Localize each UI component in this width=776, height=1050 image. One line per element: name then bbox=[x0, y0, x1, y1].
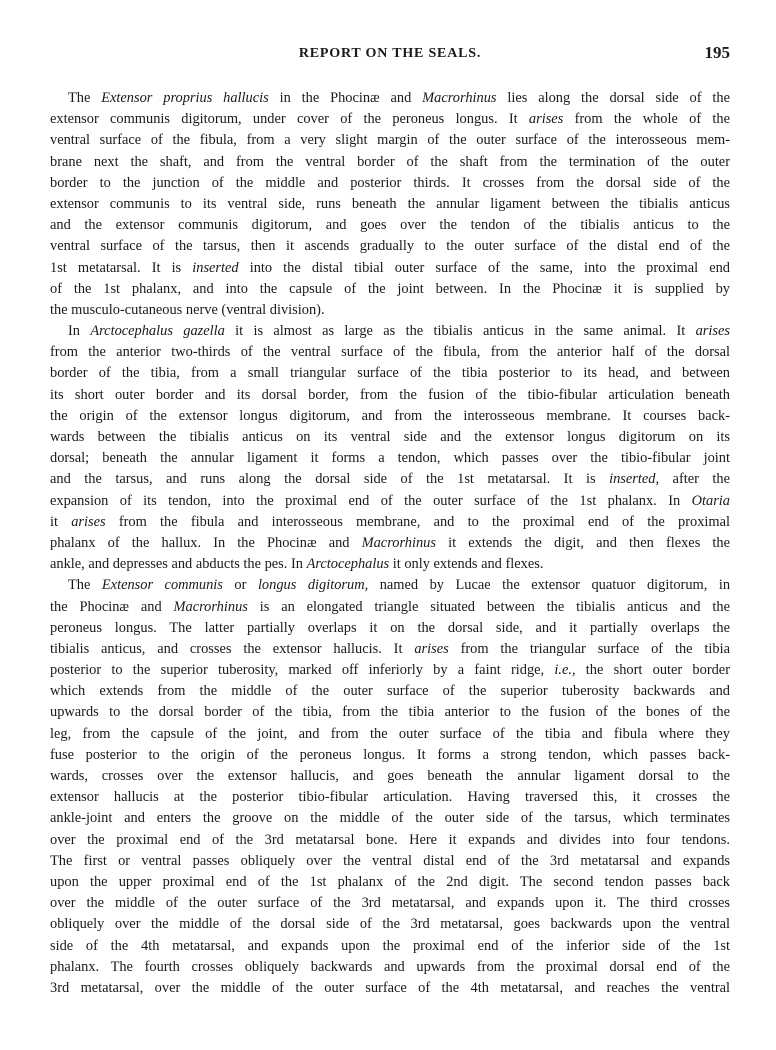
text-segment: The first or ventral passes obliquely over the ventral distal end of the 3rd metatarsal and expands bbox=[50, 852, 730, 869]
italic-text: arises bbox=[71, 513, 106, 530]
text-segment: 3rd metatarsal, over the middle of the outer surface of the 4th metatarsal, and reaches the ventral bbox=[50, 979, 730, 996]
italic-text: Macrorhinus bbox=[173, 598, 248, 615]
text-segment: phalanx. The fourth crosses obliquely backwards and upwards from the proximal dorsal end of the bbox=[50, 958, 730, 975]
text-segment: wards between the tibialis anticus on its ventral side and the extensor longus digitorum on its bbox=[50, 429, 730, 445]
text-segment: it extends the digit, and then flexes the bbox=[435, 534, 731, 551]
text-line bbox=[50, 936, 730, 957]
text-segment: In bbox=[68, 323, 91, 340]
italic-text: inserted bbox=[192, 259, 239, 276]
text-segment: from the fibula and interosseous membrane, and to the proximal end of the proximal bbox=[105, 513, 730, 530]
text-line bbox=[50, 300, 730, 321]
text-line bbox=[50, 660, 730, 681]
body-text bbox=[50, 88, 730, 999]
text-segment: from the whole of the bbox=[563, 111, 730, 128]
italic-text: Macrorhinus bbox=[361, 534, 436, 551]
text-line bbox=[50, 321, 730, 342]
text-line bbox=[50, 808, 730, 829]
text-line bbox=[50, 745, 730, 766]
text-line bbox=[50, 702, 730, 723]
text-segment: lies along the dorsal side of the bbox=[496, 90, 730, 106]
document-page bbox=[50, 40, 730, 999]
text-line bbox=[50, 342, 730, 363]
text-line bbox=[50, 491, 730, 512]
text-segment: upwards to the dorsal border of the tibia, from the tibia anterior to the fusion of the bones of the bbox=[50, 704, 730, 721]
text-line bbox=[50, 766, 730, 787]
text-segment: wards, crosses over the extensor hallucis, and goes beneath the annular ligament dorsal to the bbox=[50, 768, 730, 784]
text-line bbox=[50, 533, 730, 554]
italic-text: Extensor proprius hallucis bbox=[101, 90, 269, 106]
text-segment: extensor hallucis at the posterior tibio-fibular articulation. Having traversed this, it crosses the bbox=[50, 789, 730, 806]
text-line bbox=[50, 215, 730, 236]
text-segment: is an elongated triangle situated between the tibialis anticus and the bbox=[247, 598, 730, 615]
italic-text: Arctocephalus gazella bbox=[90, 323, 225, 340]
text-line bbox=[50, 724, 730, 745]
text-segment: over the proximal end of the 3rd metatarsal bone. Here it expands and divides into four tendons. bbox=[50, 831, 730, 848]
text-segment: 1st metatarsal. It is bbox=[50, 259, 193, 276]
text-line bbox=[50, 88, 730, 109]
text-line bbox=[50, 872, 730, 893]
text-line bbox=[50, 363, 730, 384]
text-segment: fuse posterior to the origin of the peroneus longus. It forms a strong tendon, which passes back- bbox=[50, 746, 730, 763]
text-segment: over the middle of the outer surface of the 3rd metatarsal, and expands upon it. The third crosses bbox=[50, 895, 730, 912]
text-segment: peroneus longus. The latter partially overlaps it on the dorsal side, and it partially overlaps the bbox=[50, 619, 730, 636]
italic-text: Extensor communis bbox=[101, 577, 223, 594]
text-segment: or bbox=[222, 577, 258, 594]
text-segment: posterior to the superior tuberosity, marked off inferiorly by a faint ridge, bbox=[50, 662, 555, 679]
text-line bbox=[50, 109, 730, 130]
text-segment: leg, from the capsule of the joint, and from the outer surface of the tibia and fibula where they bbox=[50, 725, 730, 742]
text-line bbox=[50, 385, 730, 406]
italic-text: Otaria bbox=[691, 492, 730, 509]
text-segment: extensor communis to its ventral side, runs beneath the annular ligament between the tibialis anticus bbox=[50, 195, 730, 212]
text-segment: ventral surface of the fibula, from a very slight margin of the outer surface of the interosseous mem- bbox=[50, 132, 730, 149]
italic-text: arises bbox=[414, 640, 449, 657]
text-line bbox=[50, 427, 730, 448]
text-line bbox=[50, 194, 730, 215]
text-segment: brane next the shaft, and from the ventral border of the shaft from the termination of the outer bbox=[50, 153, 730, 170]
text-segment: border to the junction of the middle and posterior thirds. It crosses from the dorsal side of the bbox=[50, 174, 730, 191]
text-line bbox=[50, 787, 730, 808]
text-segment: and the extensor communis digitorum, and goes over the tendon of the tibialis anticus to the bbox=[50, 217, 730, 234]
text-line bbox=[50, 236, 730, 257]
page-header bbox=[50, 40, 730, 68]
text-line bbox=[50, 893, 730, 914]
text-segment: and the tarsus, and runs along the dorsal side of the 1st metatarsal. It is bbox=[50, 471, 610, 488]
text-segment: dorsal; beneath the annular ligament it forms a tendon, which passes over the tibio-fibular joint bbox=[50, 450, 730, 467]
text-line bbox=[50, 681, 730, 702]
text-line bbox=[50, 978, 730, 999]
text-segment: it bbox=[50, 513, 72, 530]
text-segment: from the anterior two-thirds of the ventral surface of the fibula, from the anterior half of the dorsal bbox=[50, 344, 730, 361]
text-line bbox=[50, 914, 730, 935]
text-line bbox=[50, 512, 730, 533]
text-line bbox=[50, 618, 730, 639]
text-segment: into the distal tibial outer surface of the same, into the proximal end bbox=[238, 259, 730, 276]
text-segment: tibialis anticus, and crosses the extensor hallucis. It bbox=[50, 640, 415, 657]
text-segment: the Phocinæ and bbox=[50, 598, 174, 615]
text-segment: extensor communis digitorum, under cover of the peroneus longus. It bbox=[50, 111, 529, 128]
text-segment: from the triangular surface of the tibia bbox=[448, 640, 730, 657]
text-segment: named by Lucae the extensor quatuor digitorum, in bbox=[368, 577, 731, 594]
text-segment: it only extends and flexes. bbox=[389, 556, 544, 573]
text-segment: ankle-joint and enters the groove on the middle of the outer side of the tarsus, which terminates bbox=[50, 810, 730, 827]
text-line bbox=[50, 851, 730, 872]
text-line bbox=[50, 279, 730, 300]
page-number: 195 bbox=[704, 43, 730, 62]
italic-text: Macrorhinus bbox=[422, 90, 497, 106]
text-segment: phalanx of the hallux. In the Phocinæ and bbox=[50, 534, 362, 551]
text-line bbox=[50, 554, 730, 575]
italic-text: i.e., bbox=[554, 662, 576, 679]
italic-text: inserted, bbox=[609, 471, 660, 488]
italic-text: Arctocephalus bbox=[306, 556, 390, 573]
text-segment: side of the 4th metatarsal, and expands upon the proximal end of the inferior side of the 1st bbox=[50, 937, 730, 954]
italic-text: arises bbox=[528, 111, 564, 128]
text-segment: which extends from the middle of the outer surface of the superior tuberosity backwards and bbox=[50, 683, 730, 700]
text-line bbox=[50, 448, 730, 469]
text-line bbox=[50, 597, 730, 618]
text-line bbox=[50, 957, 730, 978]
text-line bbox=[50, 406, 730, 427]
text-segment: of the 1st phalanx, and into the capsule of the joint between. In the Phocinæ it is supplied by bbox=[50, 280, 730, 297]
text-line bbox=[50, 258, 730, 279]
text-line bbox=[50, 575, 730, 596]
text-line bbox=[50, 639, 730, 660]
text-line bbox=[50, 830, 730, 851]
text-segment: upon the upper proximal end of the 1st phalanx of the 2nd digit. The second tendon passes back bbox=[50, 873, 730, 890]
text-segment: it is almost as large as the tibialis anticus in the same animal. It bbox=[224, 323, 696, 340]
text-segment: in the Phocinæ and bbox=[268, 90, 423, 106]
text-segment: border of the tibia, from a small triangular surface of the tibia posterior to its head, and between bbox=[50, 365, 730, 382]
italic-text: arises bbox=[695, 323, 730, 340]
text-line bbox=[50, 130, 730, 151]
text-segment: after the bbox=[659, 471, 730, 488]
text-segment: obliquely over the middle of the dorsal side of the 3rd metatarsal, goes backwards upon the ventral bbox=[50, 916, 730, 933]
italic-text: longus digitorum, bbox=[257, 577, 369, 594]
text-segment: ankle, and depresses and abducts the pes. In bbox=[50, 556, 307, 573]
text-line bbox=[50, 173, 730, 194]
text-segment: its short outer border and its dorsal border, from the fusion of the tibio-fibular articulation beneath bbox=[50, 386, 730, 403]
text-segment: The bbox=[68, 577, 102, 594]
text-segment: the musculo-cutaneous nerve (ventral division). bbox=[50, 301, 325, 318]
text-segment: The bbox=[68, 90, 102, 106]
text-segment: the origin of the extensor longus digitorum, and from the interosseous membrane. It courses back- bbox=[50, 407, 730, 424]
text-line bbox=[50, 152, 730, 173]
text-segment: expansion of its tendon, into the proximal end of the outer surface of the 1st phalanx. In bbox=[50, 492, 692, 509]
text-line bbox=[50, 469, 730, 490]
text-segment: the short outer border bbox=[575, 662, 730, 679]
running-head: REPORT ON THE SEALS. bbox=[298, 46, 482, 61]
text-segment: ventral surface of the tarsus, then it ascends gradually to the outer surface of the distal end of the bbox=[50, 238, 730, 255]
